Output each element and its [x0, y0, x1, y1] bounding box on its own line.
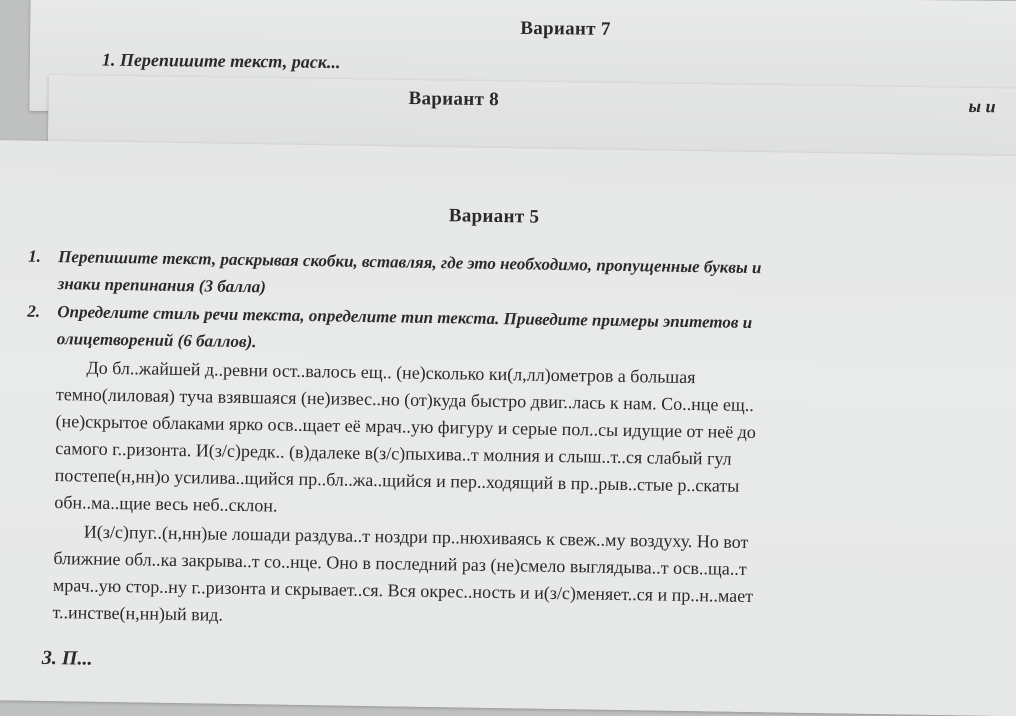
text-p1-line-2: темно(лиловая) туча взявшаяся (не)извес..но (от)куда быстро двиг..лась к нам. Со..нце ещ.. — [55, 384, 754, 416]
task-2-line-1: Определите стиль речи текста, определите тип текста. Приведите примеры эпитетов и — [57, 302, 753, 332]
text-p2-line-4: т..инстве(н,нн)ый вид. — [52, 602, 224, 625]
text-p2-line-2: ближние обл..ка закрыва..т со..нце. Оно в последний раз (не)смело выглядыва..т осв..ща..т — [53, 548, 747, 579]
text-p2-line-1: И(з/с)пуг..(н,нн)ые лошади раздува..т ноздри пр..нюхиваясь к свеж..му воздуху. Но вот — [83, 521, 749, 552]
variant-8-edge-fragment: ы и — [968, 95, 996, 117]
text-p1-line-1: До бл..жайшей д..ревни ост..валось ещ.. (не)сколько ки(л,лл)ометров а большая — [86, 357, 696, 388]
sheet-variant-5 — [0, 140, 1016, 716]
text-p1-line-5: постепе(н,нн)о усилива..щийся пр..бл..жа..щийся и пер..ходящий в пр..рыв..стые р..скаты — [54, 465, 740, 496]
task-2-number: 2. — [27, 301, 41, 321]
text-p1-line-4: самого г..ризонта. И(з/с)редк.. (в)далеке в(з/с)пыхива..т молния и слыш..т..ся слабый гул — [55, 438, 732, 469]
variant-7-title: Вариант 7 — [520, 17, 611, 40]
task-2-line-2: олицетворений (6 баллов). — [56, 329, 257, 352]
text-p2-line-3: мрач..ую стор..ну г..ризонта и скрывает..ся. Вся окрес..ность и и(з/с)меняет..ся и пр..н..мает — [52, 575, 754, 607]
text-p1-line-3: (не)скрытое облаками ярко осв..щает её мрач..ую фигуру и серые пол..сы идущие от неё до — [55, 411, 756, 443]
text-p1-line-6: обн..ма..щие весь неб..склон. — [54, 492, 278, 516]
task-1-number: 1. — [28, 246, 42, 266]
task-1-line-2: знаки препинания (3 балла) — [57, 274, 267, 297]
variant-8-title: Вариант 8 — [408, 88, 500, 111]
variant-7-task-fragment: 1. Перепишите текст, раск... — [101, 49, 341, 73]
task-3-cut-off: 3. П... — [41, 646, 93, 670]
task-1-line-1: Перепишите текст, раскрывая скобки, вставляя, где это необходимо, пропущенные буквы и — [58, 247, 762, 278]
variant-5-title: Вариант 5 — [448, 205, 540, 228]
